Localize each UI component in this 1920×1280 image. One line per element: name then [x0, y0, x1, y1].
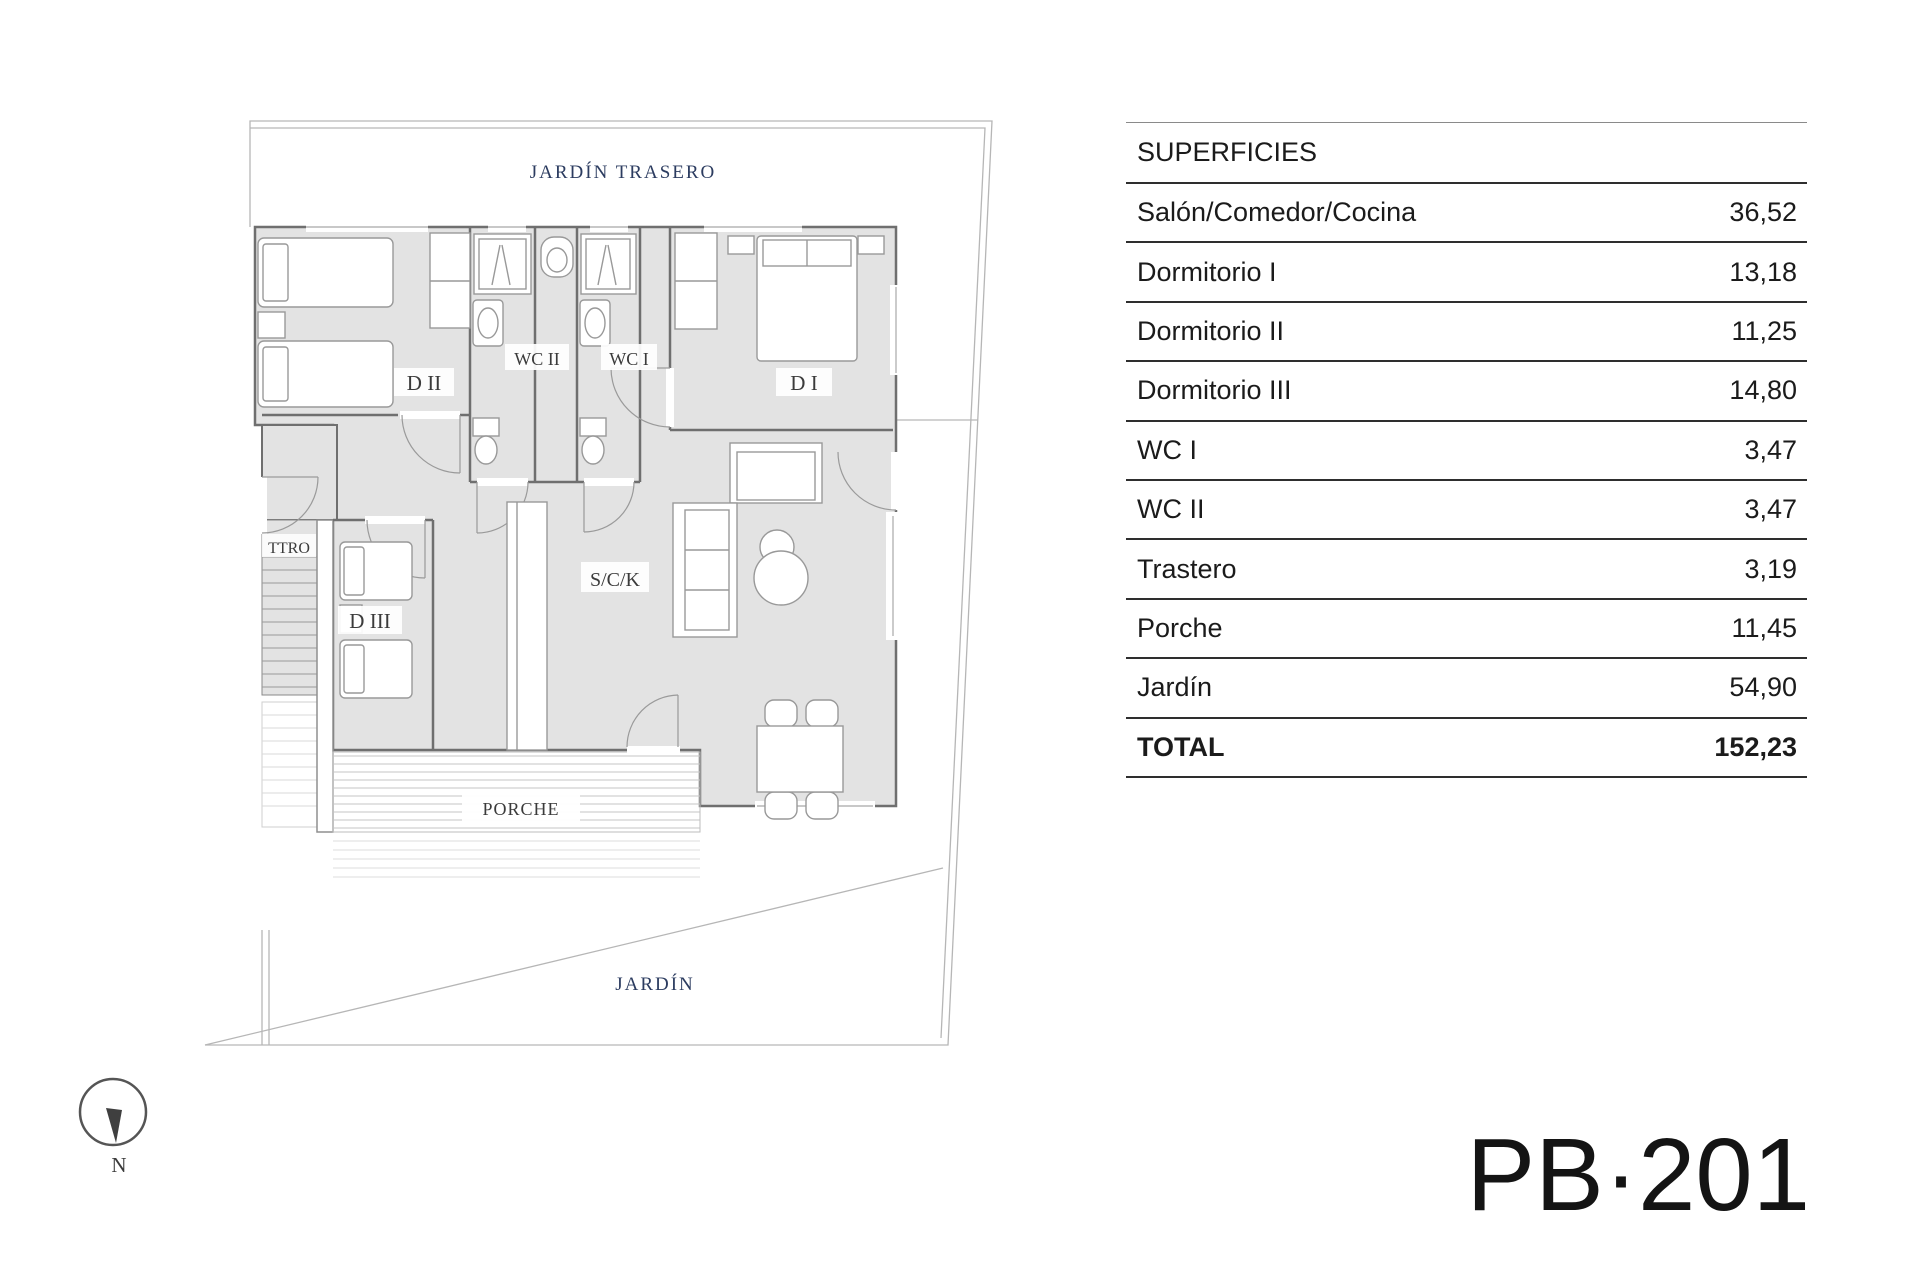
row-value: 3,47 [1744, 494, 1797, 525]
sink-wc1 [580, 300, 610, 346]
table-row [1126, 362, 1807, 421]
plan-code: PB·201 [1466, 1117, 1810, 1232]
bed-d3-a [340, 542, 412, 600]
dining-table [757, 726, 843, 792]
table-row [1126, 303, 1807, 362]
porch-label: PORCHE [482, 799, 560, 819]
toilet-niche [541, 237, 573, 277]
table-row [1126, 422, 1807, 481]
table-row [1126, 184, 1807, 243]
row-label: Dormitorio III [1137, 375, 1292, 406]
compass-needle-icon [106, 1108, 122, 1143]
row-value: 36,52 [1729, 197, 1797, 228]
row-label: Dormitorio II [1137, 315, 1285, 346]
armchair [754, 551, 808, 605]
row-label: Dormitorio I [1137, 256, 1277, 287]
row-label: Salón/Comedor/Cocina [1137, 197, 1417, 228]
stairs [262, 520, 317, 827]
toilet-wc1 [580, 418, 606, 464]
sink-wc2 [473, 300, 503, 346]
kitchen-counter [507, 502, 547, 750]
row-value: 14,80 [1729, 375, 1797, 406]
row-label: WC I [1137, 434, 1197, 465]
toilet-wc2 [473, 418, 499, 464]
bed-d2-b [258, 341, 393, 407]
table-header-row [1126, 123, 1807, 184]
table-title: SUPERFICIES [1137, 137, 1318, 167]
shower-wc1 [581, 234, 636, 294]
shower-wc2 [474, 234, 531, 294]
bed-d2-a [258, 238, 393, 307]
surfaces-table [1126, 122, 1807, 778]
wc2-label: WC II [514, 349, 560, 369]
living-label: S/C/K [589, 569, 641, 591]
nightstand-d1-left [728, 236, 754, 254]
nightstand-d2 [258, 312, 285, 338]
row-label: Trastero [1137, 553, 1237, 584]
row-value: 3,19 [1744, 553, 1797, 584]
row-label: WC II [1137, 494, 1205, 525]
north-label: N [111, 1153, 127, 1177]
bed-d3-b [340, 640, 412, 698]
row-label: Jardín [1137, 672, 1213, 703]
row-value: 3,47 [1744, 434, 1797, 465]
row-value: 13,18 [1729, 256, 1797, 287]
garden-label: JARDÍN [615, 974, 695, 995]
table-row [1126, 243, 1807, 302]
north-compass [80, 1079, 146, 1177]
nightstand-d1-right [858, 236, 884, 254]
bedroom1-label: D I [790, 371, 818, 395]
table-row [1126, 540, 1807, 599]
garden-back-label: JARDÍN TRASERO [529, 162, 717, 183]
entry-vestibule [262, 425, 337, 520]
row-value: 11,45 [1731, 612, 1797, 643]
bedroom2-label: D II [406, 371, 442, 395]
row-value: 11,25 [1731, 315, 1797, 346]
west-wall [317, 520, 333, 832]
bed-d1 [757, 236, 857, 361]
bedroom3-label: D III [349, 609, 391, 633]
table-row [1126, 481, 1807, 540]
storage-label: TTRO [268, 540, 310, 557]
table-row [1126, 600, 1807, 659]
wc1-label: WC I [609, 349, 649, 369]
total-value: 152,23 [1714, 731, 1797, 762]
table-total-row [1126, 719, 1807, 778]
wardrobe-d2 [430, 233, 470, 328]
row-label: Porche [1137, 612, 1223, 643]
total-label: TOTAL [1137, 731, 1225, 762]
wardrobe-d1 [675, 233, 717, 329]
table-row [1126, 659, 1807, 718]
row-value: 54,90 [1729, 672, 1797, 703]
